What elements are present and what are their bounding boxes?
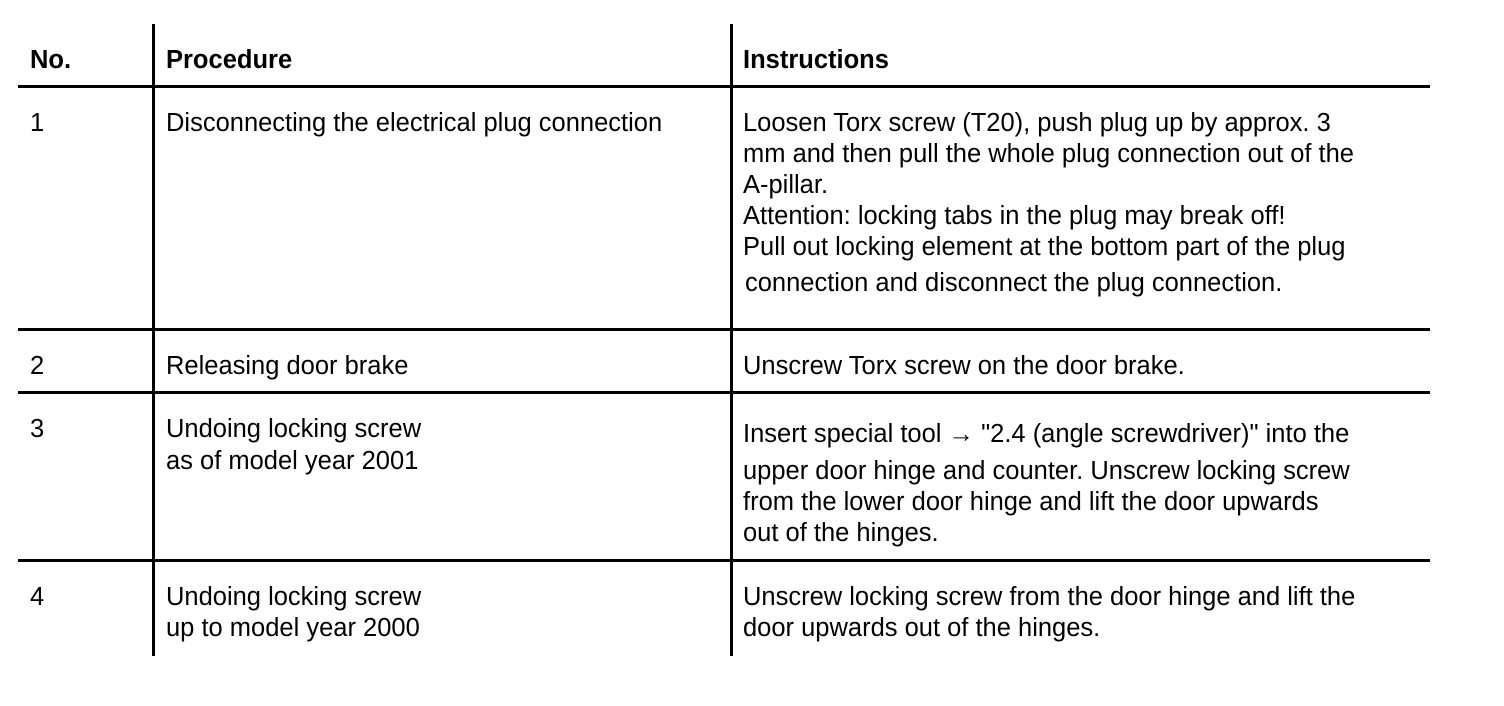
row-2-procedure: Releasing door brake — [166, 352, 409, 380]
row-3-procedure-line: as of model year 2001 — [166, 447, 419, 475]
row-2-instruction-line: Unscrew Torx screw on the door brake. — [743, 352, 1185, 380]
row-1-instruction-line: Loosen Torx screw (T20), push plug up by approx. 3 — [743, 109, 1331, 137]
header-procedure: Procedure — [166, 46, 293, 74]
row-3-instruction-line: out of the hinges. — [743, 519, 939, 547]
row-3-instruction-line: upper door hinge and counter. Unscrew locking screw — [743, 457, 1350, 485]
row-3-instruction-line: Insert special tool → "2.4 (angle screwdriver)" into the — [743, 420, 1350, 448]
row-divider-3 — [18, 559, 1430, 562]
header-no: No. — [30, 46, 72, 74]
row-divider-2 — [18, 391, 1430, 394]
row-1-no: 1 — [30, 109, 45, 137]
row-divider-1 — [18, 328, 1430, 331]
row-1-instruction-line: A-pillar. — [743, 171, 829, 199]
row-4-no: 4 — [30, 583, 45, 611]
header-instructions: Instructions — [743, 46, 889, 74]
row-4-procedure-line: Undoing locking screw — [166, 583, 422, 611]
row-3-no: 3 — [30, 415, 45, 443]
row-1-instruction-line: Attention: locking tabs in the plug may break off! — [743, 202, 1286, 230]
row-1-instruction-line: mm and then pull the whole plug connection out of the — [743, 140, 1354, 168]
row-4-procedure-line: up to model year 2000 — [166, 614, 420, 642]
row-4-instruction-line: door upwards out of the hinges. — [743, 614, 1101, 642]
row-3-instruction-line: from the lower door hinge and lift the door upwards — [743, 488, 1319, 516]
row-2-no: 2 — [30, 352, 45, 380]
row-4-instruction-line: Unscrew locking screw from the door hinge and lift the — [743, 583, 1356, 611]
row-1-instruction-line: connection and disconnect the plug connection. — [745, 269, 1283, 297]
row-1-procedure: Disconnecting the electrical plug connection — [166, 109, 663, 137]
header-divider — [18, 85, 1430, 88]
row-3-procedure-line: Undoing locking screw — [166, 415, 422, 443]
row-1-instruction-line: Pull out locking element at the bottom part of the plug — [743, 233, 1346, 261]
